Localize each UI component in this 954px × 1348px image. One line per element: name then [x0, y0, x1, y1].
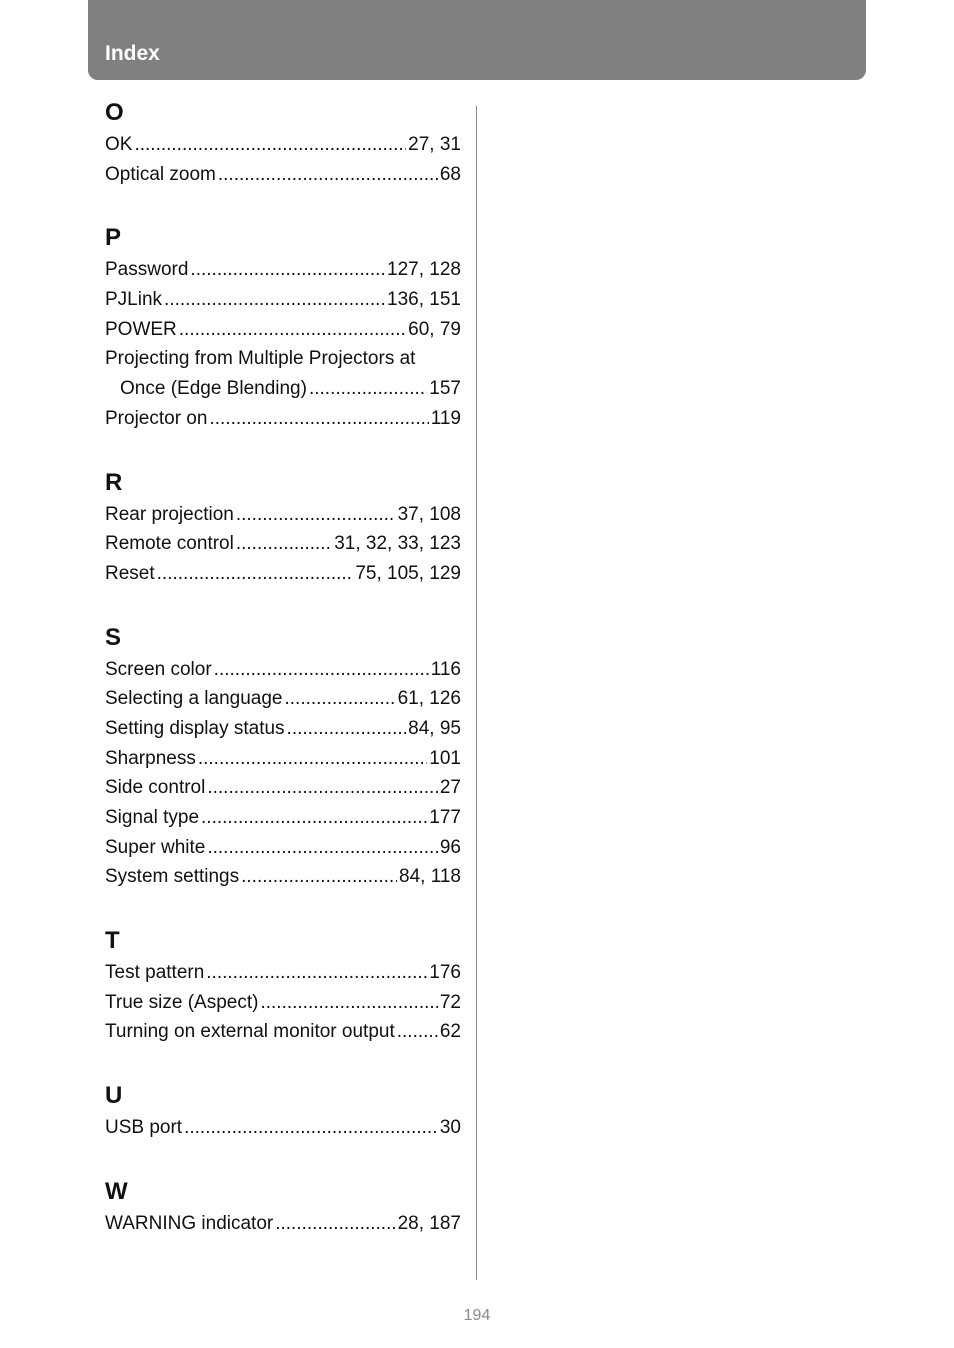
page-title: Index	[105, 42, 160, 65]
index-entry	[105, 500, 461, 530]
dot-leader	[164, 285, 385, 315]
index-entry	[105, 988, 461, 1018]
section-letter: R	[105, 468, 123, 496]
column-divider	[476, 106, 477, 1280]
page-reference: 101	[429, 747, 461, 769]
index-term: Projector on	[105, 407, 208, 429]
index-entry	[105, 744, 461, 774]
dot-leader	[241, 862, 397, 892]
page-reference: 62	[439, 1021, 461, 1043]
index-term: Super white	[105, 836, 206, 858]
index-term: PJLink	[105, 289, 163, 311]
index-term: Selecting a language	[105, 688, 283, 710]
index-entry	[105, 714, 461, 744]
dot-leader	[218, 160, 438, 190]
page-reference: 157	[429, 378, 461, 400]
index-term: Sharpness	[105, 747, 196, 769]
dot-leader	[206, 958, 427, 988]
index-entry	[105, 958, 461, 988]
index-term: Password	[105, 259, 189, 281]
index-term: True size (Aspect)	[105, 991, 259, 1013]
index-entry	[105, 655, 461, 685]
dot-leader	[198, 744, 427, 774]
dot-leader	[209, 404, 428, 434]
index-section	[105, 620, 461, 893]
dot-leader	[236, 500, 396, 530]
index-term: Setting display status	[105, 717, 285, 739]
index-term-continuation: Once (Edge Blending)	[120, 378, 307, 400]
page-reference: 60, 79	[408, 318, 461, 340]
index-section	[105, 1078, 461, 1143]
dot-leader	[260, 988, 437, 1018]
section-letter: P	[105, 224, 122, 252]
index-entry	[105, 1113, 461, 1143]
page-reference: 177	[429, 807, 461, 828]
index-term: Projecting from Multiple Projectors at	[105, 348, 416, 370]
index-term: Turning on external monitor output	[105, 1021, 395, 1043]
page-reference: 119	[430, 407, 461, 429]
page-number: 194	[463, 1307, 491, 1324]
index-section	[105, 465, 461, 589]
dot-leader	[207, 833, 438, 863]
page-reference: 84, 118	[399, 866, 461, 888]
page-reference: 176	[429, 962, 461, 984]
section-letter: U	[105, 1082, 123, 1110]
section-letter: S	[105, 623, 122, 651]
page-reference: 28, 187	[397, 1212, 461, 1234]
index-term: System settings	[105, 866, 240, 888]
page-reference: 68	[439, 163, 461, 185]
dot-leader	[214, 655, 429, 685]
dot-leader	[397, 1017, 438, 1047]
page-reference: 37, 108	[397, 503, 461, 525]
dot-leader	[157, 559, 354, 589]
index-section	[105, 95, 461, 189]
section-letter: W	[105, 1177, 128, 1205]
page-reference: 127, 128	[387, 259, 461, 281]
dot-leader	[287, 714, 407, 744]
section-letter: T	[105, 927, 120, 955]
dot-leader	[190, 255, 385, 285]
index-entry	[105, 529, 461, 559]
page-reference: 61, 126	[397, 688, 461, 710]
index-column	[105, 95, 461, 1270]
dot-leader	[207, 773, 438, 803]
index-entry	[105, 404, 461, 434]
index-entry	[105, 285, 461, 315]
header-bar	[88, 0, 866, 80]
index-entry	[105, 862, 461, 892]
index-section	[105, 220, 461, 433]
index-section	[105, 1174, 461, 1239]
index-entry	[105, 374, 461, 404]
index-entry	[105, 1209, 461, 1239]
index-entry	[105, 833, 461, 863]
index-term: Rear projection	[105, 503, 234, 525]
page-reference: 30	[439, 1117, 461, 1139]
index-term: Test pattern	[105, 962, 205, 984]
index-term: Remote control	[105, 533, 234, 555]
page-reference: 84, 95	[408, 717, 461, 739]
dot-leader	[275, 1209, 395, 1239]
index-term: OK	[105, 134, 133, 155]
page-reference: 136, 151	[387, 289, 461, 311]
dot-leader	[309, 374, 427, 404]
index-term: Optical zoom	[105, 163, 216, 185]
page-reference: 27, 31	[408, 134, 461, 155]
section-letter: O	[105, 99, 124, 126]
page-reference: 116	[430, 658, 461, 680]
index-term: WARNING indicator	[105, 1212, 274, 1234]
index-entry	[105, 130, 461, 160]
index-section	[105, 923, 461, 1047]
dot-leader	[134, 130, 406, 160]
dot-leader	[284, 684, 395, 714]
page-reference: 27	[439, 777, 461, 799]
index-term: POWER	[105, 318, 177, 340]
index-entry	[105, 684, 461, 714]
dot-leader	[236, 529, 332, 559]
index-entry	[105, 559, 461, 589]
page-reference: 72	[439, 991, 461, 1013]
page-reference: 31, 32, 33, 123	[334, 533, 461, 555]
index-entry	[105, 315, 461, 345]
index-term: Signal type	[105, 807, 200, 828]
dot-leader	[179, 315, 406, 345]
dot-leader	[201, 803, 427, 833]
page-reference: 75, 105, 129	[355, 562, 461, 584]
dot-leader	[184, 1113, 438, 1143]
index-entry	[105, 160, 461, 190]
index-term: Reset	[105, 562, 155, 584]
index-entry	[105, 255, 461, 285]
index-entry	[105, 803, 461, 833]
page-reference: 96	[439, 836, 461, 858]
index-term: Side control	[105, 777, 206, 799]
index-entry	[105, 1017, 461, 1047]
index-entry	[105, 773, 461, 803]
index-term: Screen color	[105, 658, 212, 680]
index-term: USB port	[105, 1117, 183, 1139]
